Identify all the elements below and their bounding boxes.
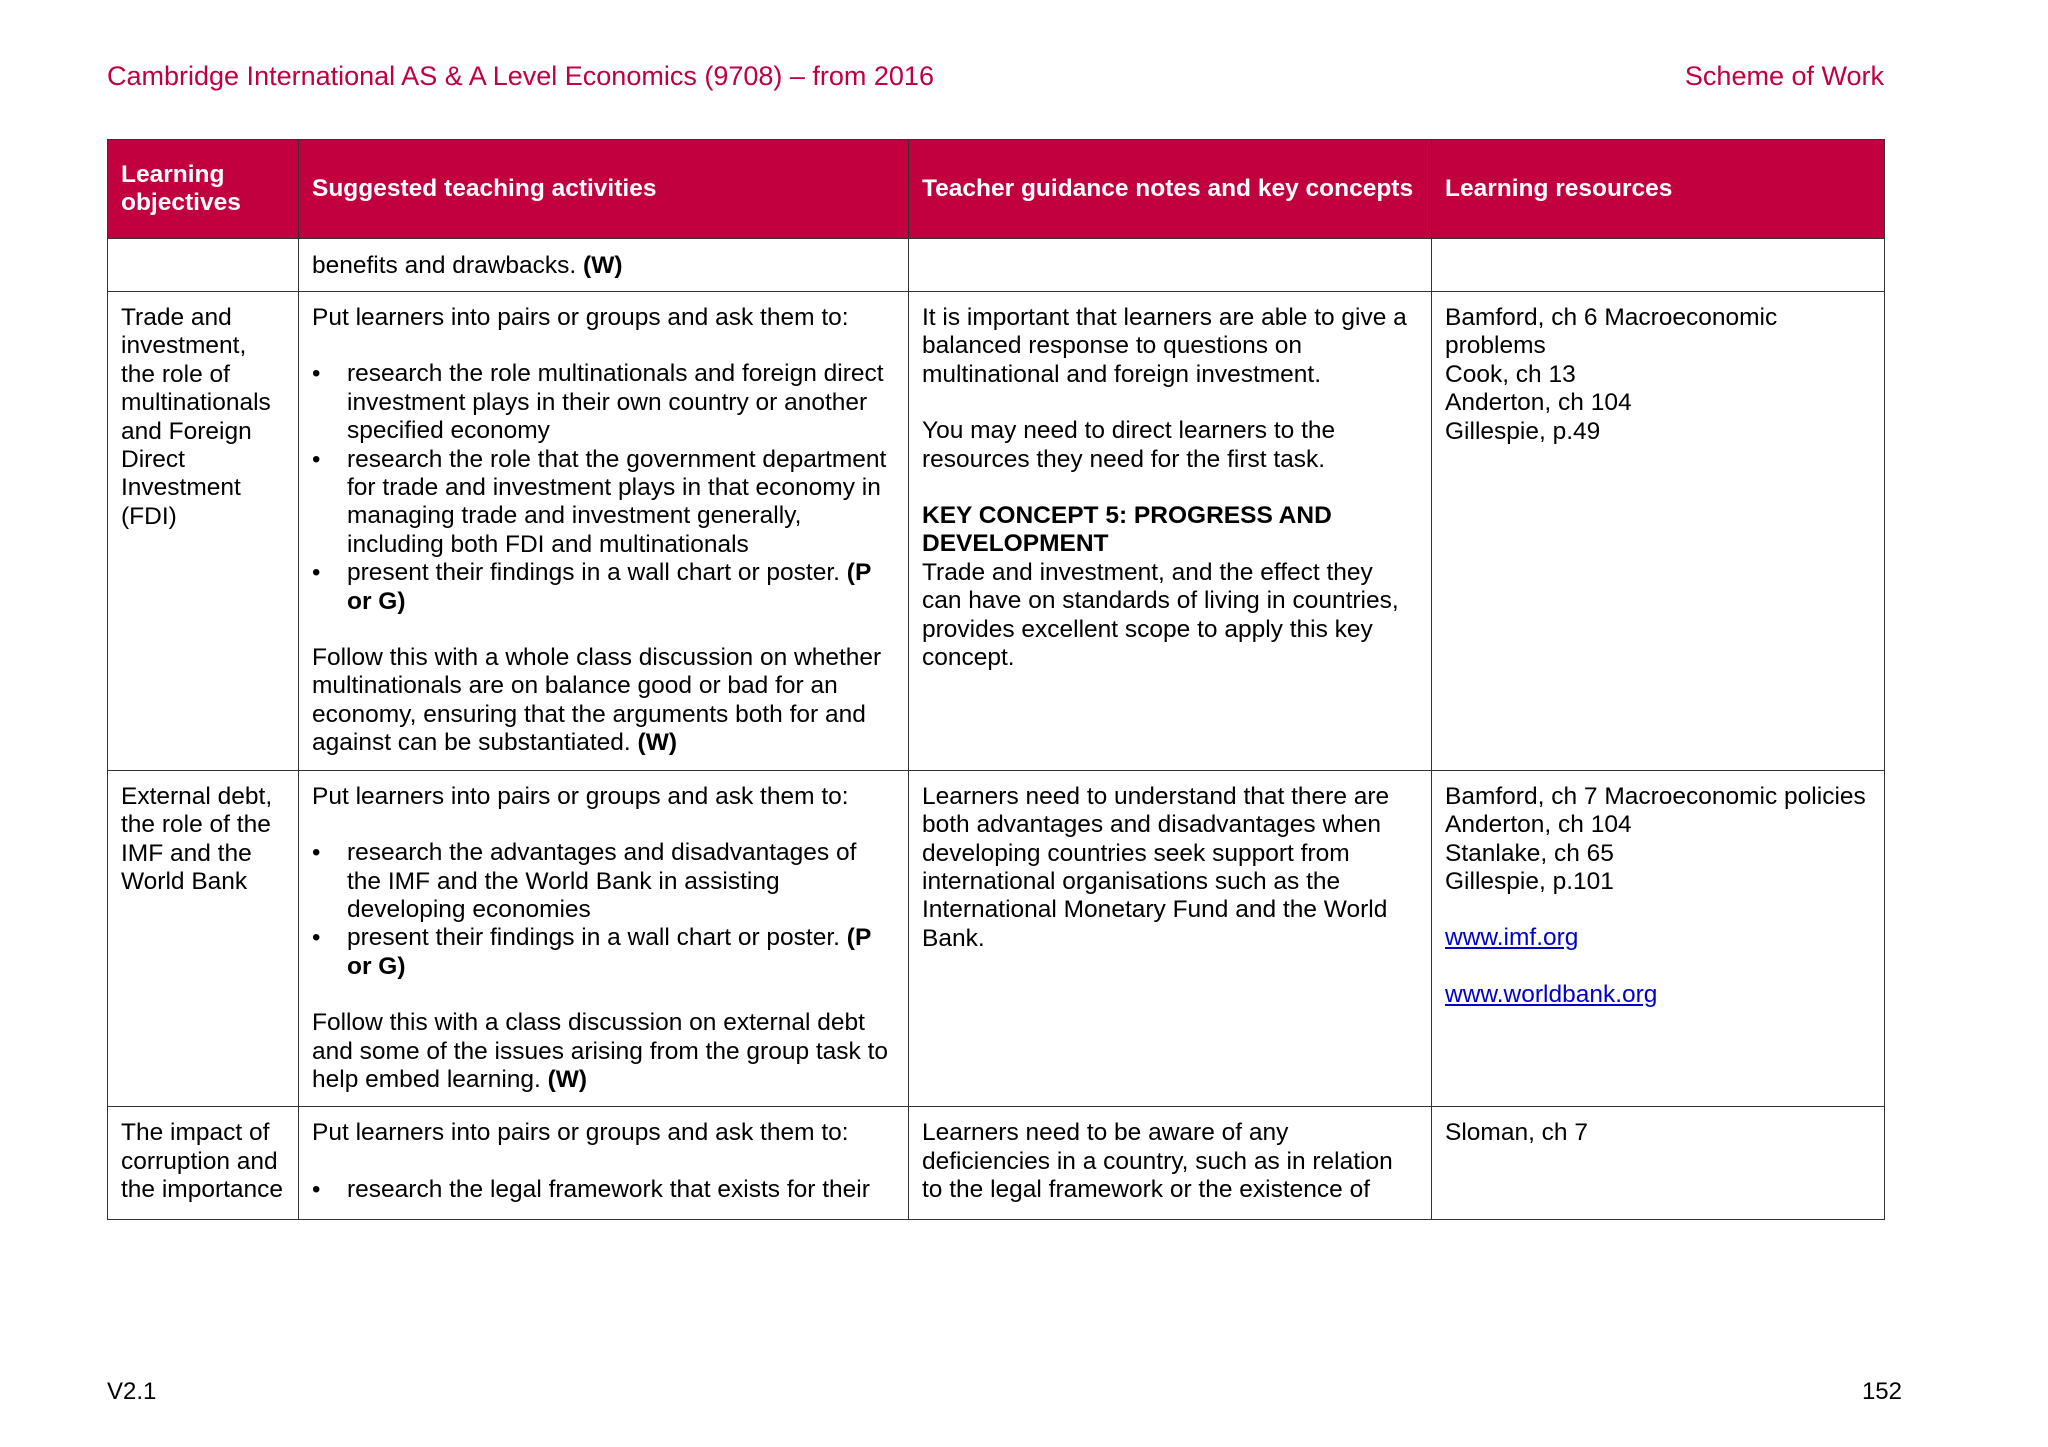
outro-text: Follow this with a whole class discussion on whether multinationals are on balance good or bad for an economy, ensuring that the arguments both for and against can be substantiated. <box>312 644 882 757</box>
bullet-text: present their findings in a wall chart or poster. <box>347 559 847 587</box>
column-header-learning-objectives: Learning objectives <box>108 140 299 239</box>
activities-cell <box>299 239 909 292</box>
list-item: • research the legal framework that exists for their <box>312 1176 895 1204</box>
guidance-cell <box>909 1107 1432 1219</box>
table-row <box>108 770 1885 1107</box>
resource-item: Anderton, ch 104 <box>1445 389 1632 417</box>
activities-outro <box>312 1009 895 1094</box>
activities-cell <box>299 770 909 1107</box>
objective-cell <box>108 239 299 292</box>
activities-intro: Put learners into pairs or groups and ask them to: <box>312 304 849 331</box>
list-item <box>312 924 895 981</box>
resource-item: Sloman, ch 7 <box>1445 1119 1588 1147</box>
column-header-learning-resources: Learning resources <box>1432 140 1885 239</box>
activities-bullet-list <box>312 839 895 981</box>
activity-code: (W) <box>637 729 677 757</box>
resource-item: Gillespie, p.101 <box>1445 867 1614 895</box>
guidance-cell <box>909 292 1432 771</box>
guidance-paragraph: Learners need to understand that there are both advantages and disadvantages when developing countries seek support from international organisations such as the International Monetary Fund and the World Bank. <box>922 782 1390 952</box>
activities-outro <box>312 644 895 758</box>
column-header-guidance-notes: Teacher guidance notes and key concepts <box>909 140 1432 239</box>
objective-text: Trade and investment, the role of multinationals and Foreign Direct Investment (FDI) <box>121 304 271 530</box>
list-item: • research the role multinationals and foreign direct investment plays in their own country or another specified economy <box>312 360 895 445</box>
list-item <box>312 559 895 616</box>
activity-code: (W) <box>547 1065 588 1093</box>
outro-text: Follow this with a class discussion on external debt and some of the issues arising from the group task to help embed learning. <box>312 1009 889 1093</box>
resource-item: Stanlake, ch 65 <box>1445 839 1614 867</box>
resource-item: Bamford, ch 6 Macroeconomic problems <box>1445 304 1778 360</box>
resources-cell <box>1432 239 1885 292</box>
activities-code: (W) <box>583 252 623 279</box>
resource-item: Cook, ch 13 <box>1445 360 1576 388</box>
worldbank-link[interactable]: www.worldbank.org <box>1445 980 1658 1008</box>
resource-item: Gillespie, p.49 <box>1445 417 1601 445</box>
bullet-text: present their findings in a wall chart or poster. <box>347 924 847 952</box>
guidance-cell <box>909 239 1432 292</box>
key-concept-heading: KEY CONCEPT 5: PROGRESS AND DEVELOPMENT <box>922 502 1332 558</box>
objective-cell <box>108 1107 299 1219</box>
resource-item: Anderton, ch 104 <box>1445 811 1632 839</box>
guidance-paragraph: It is important that learners are able to give a balanced response to questions on multinational and foreign investment. <box>922 304 1407 388</box>
objective-cell <box>108 770 299 1107</box>
objective-text: The impact of corruption and the importance <box>121 1119 284 1204</box>
list-item: • research the advantages and disadvantages of the IMF and the World Bank in assisting developing economies <box>312 839 895 924</box>
column-header-teaching-activities: Suggested teaching activities <box>299 140 909 239</box>
scheme-of-work-table <box>107 139 1885 1220</box>
table-row <box>108 239 1885 292</box>
list-item: • research the role that the government department for trade and investment plays in that economy in managing trade and investment generally, including both FDI and multinationals <box>312 446 895 560</box>
table-row <box>108 292 1885 771</box>
activity-code: (P or G) <box>347 559 871 615</box>
guidance-paragraph: Learners need to be aware of any deficiencies in a country, such as in relation to the legal framework or the existence of <box>922 1119 1393 1204</box>
activities-cell <box>299 292 909 771</box>
resources-cell <box>1432 1107 1885 1219</box>
guidance-cell <box>909 770 1432 1107</box>
table-header-row <box>108 140 1885 239</box>
imf-link[interactable]: www.imf.org <box>1445 924 1579 952</box>
activities-text: benefits and drawbacks. <box>312 252 584 279</box>
table-row <box>108 1107 1885 1219</box>
activities-bullet-list <box>312 1176 895 1204</box>
document-title: Cambridge International AS & A Level Economics (9708) – from 2016 <box>107 61 934 91</box>
guidance-paragraph: Trade and investment, and the effect they can have on standards of living in countries, provides excellent scope to apply this key concept. <box>922 558 1399 672</box>
objective-text: External debt, the role of the IMF and the World Bank <box>121 782 273 895</box>
activities-intro: Put learners into pairs or groups and ask them to: <box>312 782 849 810</box>
guidance-paragraph: You may need to direct learners to the resources they need for the first task. <box>922 417 1336 473</box>
activities-cell <box>299 1107 909 1219</box>
activities-bullet-list <box>312 360 895 616</box>
activity-code: (P or G) <box>347 924 871 980</box>
objective-cell <box>108 292 299 771</box>
document-section: Scheme of Work <box>1684 61 1884 91</box>
resource-item: Bamford, ch 7 Macroeconomic policies <box>1445 782 1866 810</box>
activities-intro: Put learners into pairs or groups and ask them to: <box>312 1119 849 1147</box>
resources-cell <box>1432 770 1885 1107</box>
resources-cell <box>1432 292 1885 771</box>
version-label: V2.1 <box>107 1378 157 1405</box>
page-number: 152 <box>1861 1378 1902 1405</box>
